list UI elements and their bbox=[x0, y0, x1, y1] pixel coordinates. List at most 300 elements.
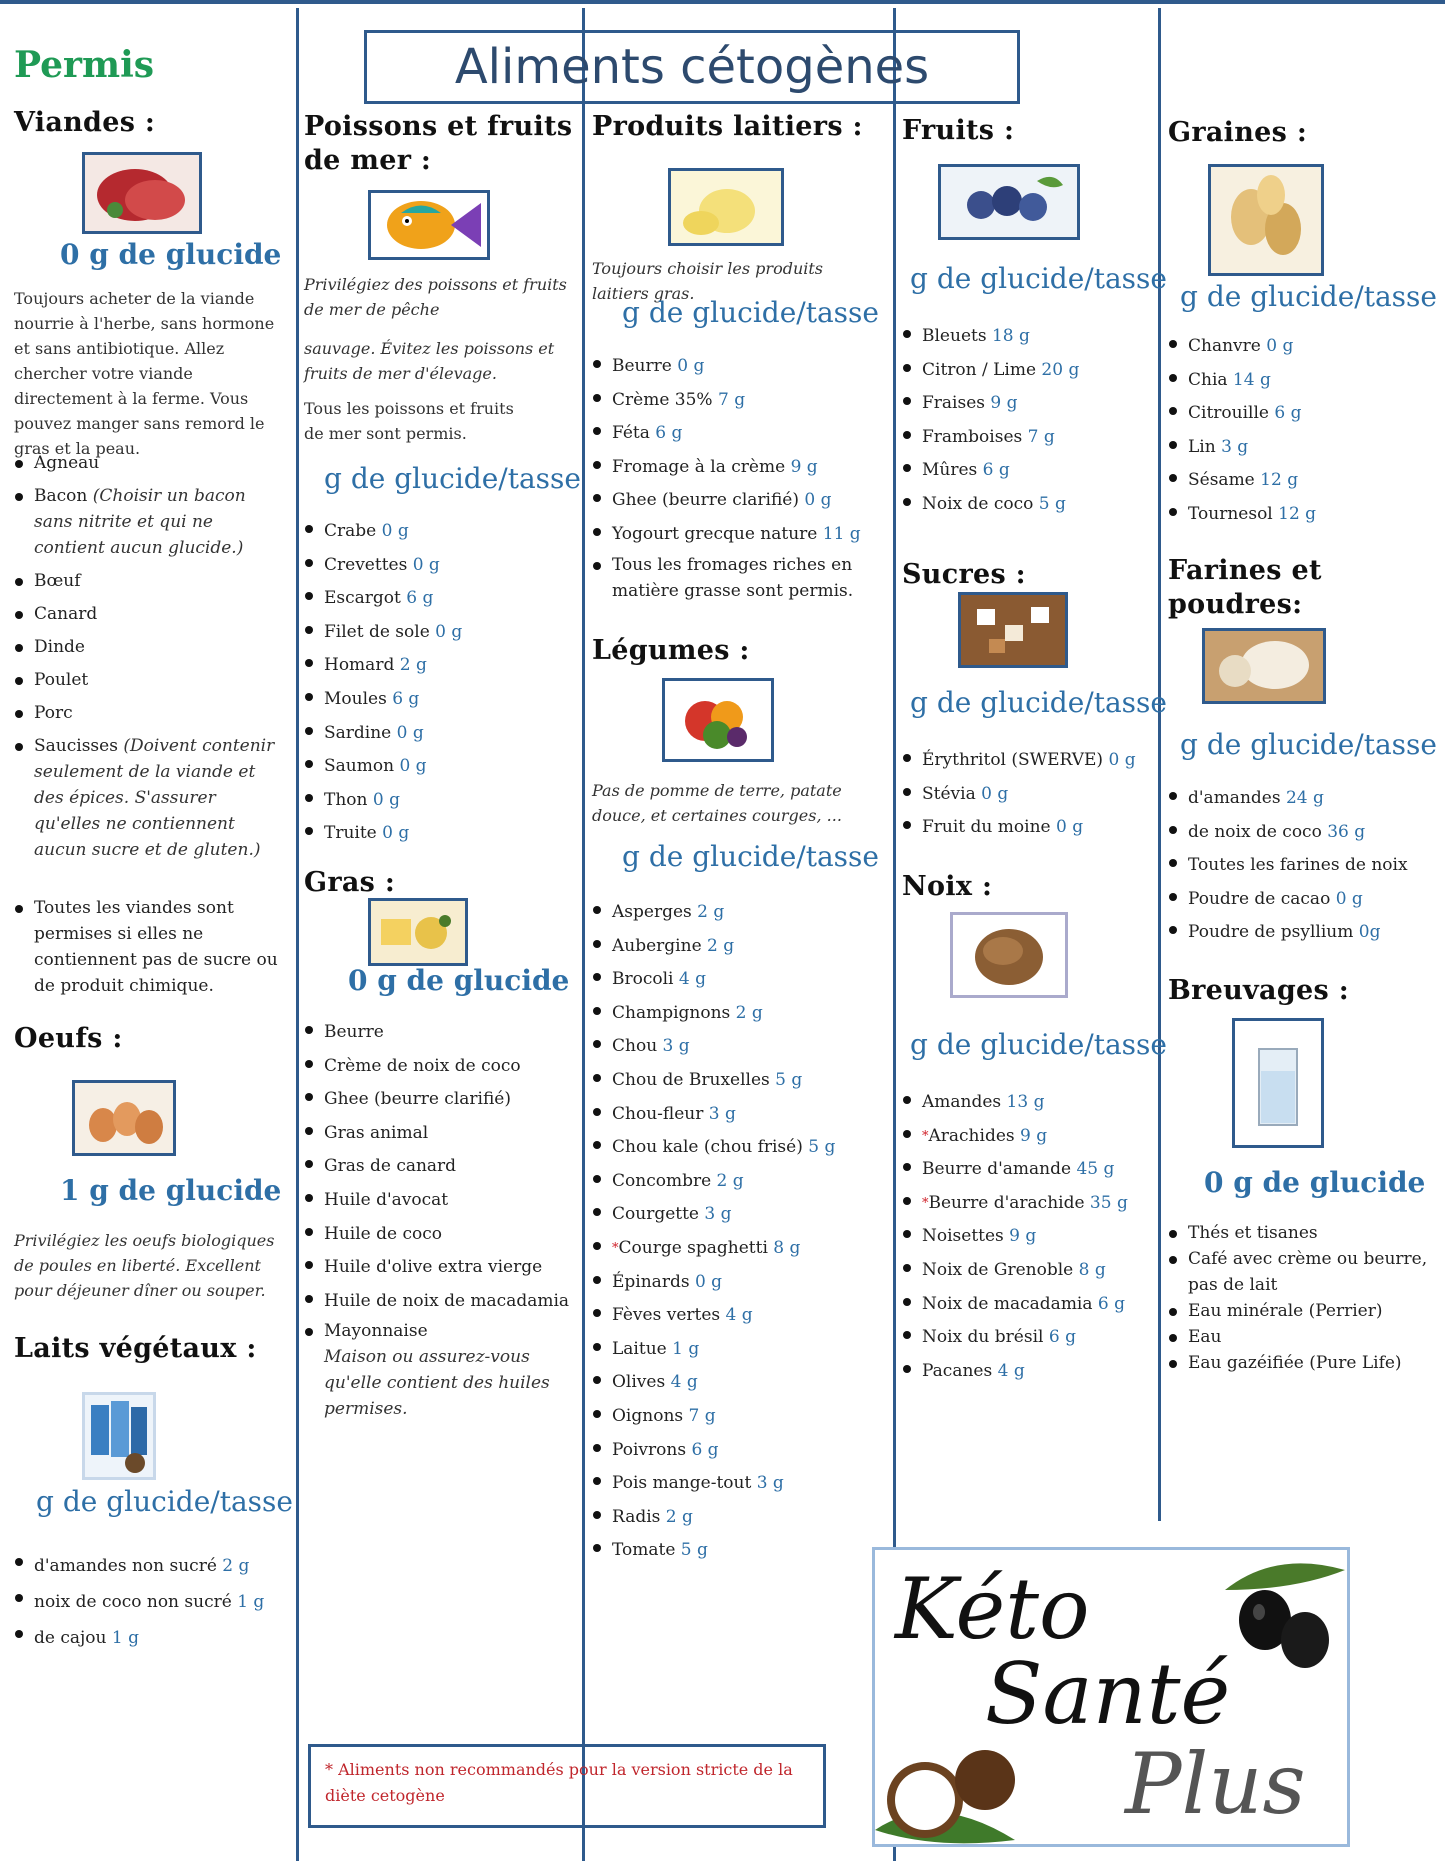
item-name: Saucisses bbox=[34, 736, 118, 756]
fats-image bbox=[368, 898, 468, 966]
vegetables-image bbox=[662, 678, 774, 762]
item-name: Noix du brésil bbox=[922, 1327, 1044, 1348]
list-item bbox=[1168, 1246, 1440, 1298]
list-item bbox=[304, 1251, 576, 1285]
item-carbs: 20 g bbox=[1036, 359, 1080, 380]
item-carbs: 1 g bbox=[231, 1592, 265, 1612]
item-name: d'amandes non sucré bbox=[34, 1556, 217, 1576]
glucide-label: 0 g de glucide bbox=[60, 238, 282, 271]
list-item bbox=[902, 778, 1152, 812]
item-name: Féta bbox=[612, 423, 650, 444]
list-item bbox=[592, 1534, 882, 1568]
list-item bbox=[304, 1184, 576, 1218]
poissons-list bbox=[304, 515, 574, 851]
list-item bbox=[304, 515, 574, 549]
glucide-label: g de glucide/tasse bbox=[36, 1485, 293, 1518]
list-item bbox=[304, 717, 574, 751]
item-name: Fruit du moine bbox=[922, 817, 1051, 838]
item-carbs: 6 g bbox=[686, 1439, 719, 1460]
list-item bbox=[304, 1318, 576, 1422]
item-name: Truite bbox=[324, 823, 377, 844]
list-item bbox=[902, 1187, 1152, 1221]
item-name: Asperges bbox=[612, 902, 692, 922]
item-name: Bleuets bbox=[922, 326, 987, 346]
item-name: Noisettes bbox=[922, 1226, 1004, 1247]
item-carbs: 9 g bbox=[985, 393, 1018, 414]
list-item bbox=[304, 784, 574, 818]
item-name: Crevettes bbox=[324, 554, 408, 575]
item-carbs: 0 g bbox=[367, 789, 400, 810]
item-carbs: 2 g bbox=[701, 935, 735, 956]
plant-milk-image bbox=[82, 1392, 156, 1480]
sugar-image bbox=[958, 592, 1068, 668]
list-item bbox=[304, 817, 574, 851]
item-name: Crème 35% bbox=[612, 389, 713, 410]
item-carbs: 0 g bbox=[407, 554, 440, 575]
list-item bbox=[1168, 1324, 1440, 1350]
list-item bbox=[902, 1321, 1152, 1355]
item-name: Chanvre bbox=[1188, 336, 1261, 356]
list-item bbox=[304, 1285, 576, 1319]
item-carbs: 3 g bbox=[1215, 436, 1249, 457]
list-item bbox=[902, 387, 1152, 421]
item-name: Crème de noix de coco bbox=[324, 1055, 521, 1076]
list-item bbox=[14, 733, 284, 863]
item-name: Agneau bbox=[34, 453, 100, 473]
item-carbs: 8 g bbox=[767, 1237, 801, 1258]
list-item bbox=[1168, 782, 1438, 816]
list-item bbox=[304, 1117, 576, 1151]
list-item bbox=[592, 1434, 882, 1468]
list-item bbox=[1168, 883, 1438, 917]
item-name: Thon bbox=[324, 789, 368, 810]
item-name: Laitue bbox=[612, 1338, 667, 1359]
water-glass-image bbox=[1232, 1018, 1324, 1148]
item-carbs: 5 g bbox=[675, 1540, 708, 1561]
section-title-oeufs: Oeufs : bbox=[14, 1023, 123, 1054]
list-item bbox=[304, 750, 574, 784]
section-title-breuvages: Breuvages : bbox=[1168, 975, 1349, 1006]
item-carbs: 4 g bbox=[992, 1360, 1025, 1381]
item-carbs: 8 g bbox=[1073, 1259, 1106, 1280]
item-name: Fraises bbox=[922, 393, 986, 414]
list-item bbox=[14, 1548, 284, 1584]
glucide-label: g de glucide/tasse bbox=[622, 840, 879, 873]
item-carbs: 2 g bbox=[691, 902, 725, 922]
item-carbs: 13 g bbox=[1001, 1092, 1045, 1112]
list-item bbox=[304, 1050, 576, 1084]
list-item bbox=[902, 354, 1152, 388]
item-name: Noix de macadamia bbox=[922, 1293, 1093, 1314]
item-carbs: 0 g bbox=[394, 756, 427, 777]
item-name: Courgette bbox=[612, 1204, 699, 1225]
item-name: Eau bbox=[1188, 1327, 1222, 1347]
item-name: Bœuf bbox=[34, 571, 81, 591]
item-carbs: 6 g bbox=[1268, 403, 1302, 424]
list-item bbox=[14, 601, 284, 627]
seeds-image bbox=[1208, 164, 1324, 276]
logo-line-3: Plus bbox=[1125, 1735, 1306, 1833]
item-name: Champignons bbox=[612, 1002, 731, 1023]
item-note: Maison ou assurez-vous qu'elle contient des huiles permises. bbox=[324, 1347, 550, 1420]
list-item bbox=[592, 1501, 882, 1535]
glucide-label: g de glucide/tasse bbox=[910, 262, 1167, 295]
list-item bbox=[592, 1165, 882, 1199]
list-item bbox=[902, 1220, 1152, 1254]
item-carbs: 18 g bbox=[986, 326, 1030, 346]
item-carbs: 5 g bbox=[802, 1137, 836, 1158]
list-item bbox=[592, 1064, 882, 1098]
list-item bbox=[592, 1467, 882, 1501]
glucide-label: g de glucide/tasse bbox=[910, 1028, 1167, 1061]
item-name: Café avec crème ou beurre, pas de lait bbox=[1188, 1249, 1428, 1295]
item-name: Chou kale (chou frisé) bbox=[612, 1137, 803, 1158]
glucide-label: 0 g de glucide bbox=[348, 964, 570, 997]
list-item bbox=[592, 1333, 882, 1367]
list-item bbox=[304, 549, 574, 583]
item-carbs: 1 g bbox=[666, 1338, 700, 1359]
column-divider bbox=[1158, 8, 1161, 1521]
section-title-farines: Farines et poudres: bbox=[1168, 555, 1322, 620]
list-item bbox=[902, 1355, 1152, 1389]
item-carbs: 0 g bbox=[429, 621, 463, 642]
list-item bbox=[592, 350, 882, 384]
list-item bbox=[1168, 916, 1438, 950]
item-name: Saumon bbox=[324, 756, 395, 777]
item-carbs: 11 g bbox=[817, 523, 861, 544]
list-item: Toutes les viandes sont permises si elles ne contiennent pas de sucre ou de produit chimique. bbox=[14, 895, 286, 999]
poissons-note: sauvage. Évitez les poissons et fruits de mer d'élevage. bbox=[304, 339, 555, 383]
item-name: Brocoli bbox=[612, 969, 674, 990]
item-name: Huile de coco bbox=[324, 1223, 442, 1244]
section-title-laitiers: Produits laitiers : bbox=[592, 111, 863, 142]
viandes-note: Toujours acheter de la viande nourrie à l'herbe, sans hormone et sans antibiotique. Allez chercher votre viande directement à la ferme. Vous pouvez manger sans remord le gras et la peau. bbox=[14, 289, 275, 458]
item-carbs: 3 g bbox=[657, 1036, 690, 1057]
legend-star: * bbox=[325, 1760, 333, 1779]
glucide-label: g de glucide/tasse bbox=[910, 686, 1167, 719]
item-carbs: 2 g bbox=[394, 655, 427, 676]
farines-list bbox=[1168, 782, 1438, 950]
poissons-note: Tous les poissons et fruits de mer sont permis. bbox=[304, 399, 514, 443]
item-name: Courge spaghetti bbox=[618, 1237, 768, 1258]
meat-image bbox=[82, 152, 202, 234]
item-name: Noix de Grenoble bbox=[922, 1259, 1074, 1280]
list-item bbox=[592, 1030, 882, 1064]
list-item bbox=[902, 744, 1152, 778]
item-name: Beurre d'arachide bbox=[928, 1192, 1085, 1213]
item-carbs: 2 g bbox=[711, 1170, 744, 1191]
list-item bbox=[902, 1120, 1152, 1154]
list-item bbox=[304, 683, 574, 717]
list-item bbox=[1168, 849, 1438, 883]
list-item bbox=[14, 1620, 284, 1656]
list-item bbox=[1168, 397, 1438, 431]
item-carbs: 36 g bbox=[1321, 821, 1366, 842]
list-item bbox=[592, 384, 882, 418]
nut-image bbox=[950, 912, 1068, 998]
list-item bbox=[1168, 1220, 1440, 1246]
list-item bbox=[592, 930, 882, 964]
item-carbs: 0 g bbox=[798, 490, 832, 511]
item-carbs: 0g bbox=[1353, 922, 1381, 943]
laitiers-list bbox=[592, 350, 882, 604]
graines-list bbox=[1168, 330, 1438, 532]
section-title-fruits: Fruits : bbox=[902, 115, 1015, 146]
list-item bbox=[14, 568, 284, 594]
list-item bbox=[14, 667, 284, 693]
item-name: Lin bbox=[1188, 436, 1216, 457]
list-item bbox=[592, 1366, 882, 1400]
item-name: Chou-fleur bbox=[612, 1103, 704, 1124]
non-recommended-star: * bbox=[922, 1195, 929, 1211]
item-name: Érythritol (SWERVE) bbox=[922, 750, 1104, 770]
permis-label: Permis bbox=[14, 44, 155, 86]
item-carbs: 4 g bbox=[720, 1305, 753, 1326]
page-title: Aliments cétogènes bbox=[454, 39, 930, 95]
item-name: Escargot bbox=[324, 588, 401, 609]
gras-list bbox=[304, 1016, 576, 1422]
item-carbs: 0 g bbox=[975, 783, 1009, 804]
list-item bbox=[14, 700, 284, 726]
item-name: Huile de noix de macadamia bbox=[324, 1290, 570, 1311]
item-carbs: 45 g bbox=[1071, 1159, 1115, 1180]
item-name: Poudre de cacao bbox=[1188, 888, 1331, 909]
dairy-image bbox=[668, 168, 784, 246]
item-carbs: 0 g bbox=[689, 1271, 723, 1292]
item-carbs: 0 g bbox=[1050, 817, 1084, 838]
item-carbs: 14 g bbox=[1227, 369, 1271, 390]
list-item bbox=[304, 1083, 576, 1117]
item-carbs: 9 g bbox=[1014, 1125, 1048, 1146]
list-item bbox=[304, 1218, 576, 1252]
list-item bbox=[902, 454, 1152, 488]
list-item bbox=[304, 649, 574, 683]
item-name: Pacanes bbox=[922, 1360, 993, 1381]
item-name: Homard bbox=[324, 655, 395, 676]
item-name: Poivrons bbox=[612, 1439, 687, 1460]
item-name: Ghee (beurre clarifié) bbox=[324, 1089, 511, 1110]
item-name: Toutes les farines de noix bbox=[1188, 855, 1408, 876]
glucide-label: 1 g de glucide bbox=[60, 1174, 282, 1207]
item-name: Pois mange-tout bbox=[612, 1473, 752, 1494]
item-carbs: 2 g bbox=[660, 1506, 693, 1527]
list-item bbox=[14, 450, 284, 476]
glucide-label: g de glucide/tasse bbox=[324, 462, 581, 495]
list-item bbox=[592, 1098, 882, 1132]
glucide-label: g de glucide/tasse bbox=[622, 296, 879, 329]
legumes-note: Pas de pomme de terre, patate douce, et certaines courges, ... bbox=[592, 781, 842, 825]
blueberries-image bbox=[938, 164, 1080, 240]
item-name: Thés et tisanes bbox=[1188, 1223, 1318, 1243]
list-item bbox=[304, 582, 574, 616]
viandes-list bbox=[14, 450, 284, 870]
item-name: Eau minérale (Perrier) bbox=[1188, 1301, 1383, 1321]
item-note: (Choisir un bacon sans nitrite et qui ne contient aucun glucide.) bbox=[34, 486, 246, 558]
item-name: Tomate bbox=[612, 1540, 676, 1561]
item-carbs: 5 g bbox=[1033, 493, 1066, 514]
item-name: Gras animal bbox=[324, 1122, 429, 1143]
item-carbs: 7 g bbox=[1022, 426, 1055, 447]
item-name: Oignons bbox=[612, 1405, 684, 1426]
noix-list bbox=[902, 1086, 1152, 1388]
list-item bbox=[1168, 330, 1438, 364]
item-carbs: 7 g bbox=[683, 1405, 716, 1426]
legend-text: Aliments non recommandés pour la version stricte de la diète cetogène bbox=[325, 1760, 793, 1805]
list-item bbox=[1168, 498, 1438, 532]
eggs-image bbox=[72, 1080, 176, 1156]
list-item bbox=[1168, 464, 1438, 498]
list-item bbox=[902, 1288, 1152, 1322]
item-name: Framboises bbox=[922, 426, 1023, 447]
glucide-label: 0 g de glucide bbox=[1204, 1166, 1426, 1199]
top-border bbox=[0, 0, 1445, 4]
item-name: Bacon bbox=[34, 486, 88, 506]
item-carbs: 12 g bbox=[1272, 503, 1317, 524]
item-name: noix de coco non sucré bbox=[34, 1592, 232, 1612]
item-carbs: 0 g bbox=[391, 722, 424, 743]
list-item bbox=[592, 451, 882, 485]
item-name: Sardine bbox=[324, 722, 392, 743]
item-carbs: 1 g bbox=[106, 1628, 139, 1648]
item-name: Yogourt grecque nature bbox=[612, 523, 818, 544]
list-item bbox=[304, 1016, 576, 1050]
oeufs-note: Privilégiez les oeufs biologiques de poules en liberté. Excellent pour déjeuner dîner ou souper. bbox=[14, 1231, 275, 1300]
item-name: Mûres bbox=[922, 460, 978, 481]
list-item bbox=[592, 1232, 882, 1266]
item-name: Porc bbox=[34, 703, 73, 723]
item-name: Radis bbox=[612, 1506, 661, 1527]
item-carbs: 4 g bbox=[665, 1372, 698, 1393]
fruits-list bbox=[902, 320, 1152, 522]
list-item bbox=[592, 417, 882, 451]
item-name: Fromage à la crème bbox=[612, 456, 786, 477]
item-name: Concombre bbox=[612, 1170, 712, 1191]
item-name: Beurre bbox=[324, 1022, 384, 1042]
list-item bbox=[1168, 1350, 1440, 1376]
section-title-gras: Gras : bbox=[304, 867, 396, 898]
item-name: Olives bbox=[612, 1372, 666, 1393]
item-name: Huile d'avocat bbox=[324, 1189, 449, 1210]
item-name: Chia bbox=[1188, 369, 1228, 390]
list-item bbox=[304, 1150, 576, 1184]
legend-box bbox=[308, 1744, 826, 1828]
item-name: Tournesol bbox=[1188, 503, 1273, 524]
non-recommended-star: * bbox=[922, 1128, 929, 1144]
list-item bbox=[592, 552, 882, 604]
item-carbs: 2 g bbox=[730, 1002, 763, 1023]
item-carbs: 3 g bbox=[703, 1103, 736, 1124]
non-recommended-star: * bbox=[612, 1240, 619, 1256]
list-item bbox=[304, 616, 574, 650]
item-name: de cajou bbox=[34, 1628, 107, 1648]
list-item bbox=[592, 518, 882, 552]
item-name: Filet de sole bbox=[324, 621, 430, 642]
column-divider bbox=[296, 8, 299, 1861]
item-name: Citrouille bbox=[1188, 403, 1269, 424]
list-item bbox=[902, 488, 1152, 522]
item-carbs: 0 g bbox=[1103, 750, 1136, 770]
item-name: Poudre de psyllium bbox=[1188, 922, 1354, 943]
sucres-list bbox=[902, 744, 1152, 845]
list-item bbox=[592, 1198, 882, 1232]
item-carbs: 6 g bbox=[649, 423, 683, 444]
item-name: d'amandes bbox=[1188, 788, 1281, 808]
item-name: Tous les fromages riches en matière grasse sont permis. bbox=[612, 554, 854, 601]
section-title-noix: Noix : bbox=[902, 871, 993, 902]
item-name: Fèves vertes bbox=[612, 1305, 721, 1326]
item-carbs: 7 g bbox=[712, 389, 746, 410]
item-carbs: 6 g bbox=[1092, 1293, 1126, 1314]
section-title-poissons: Poissons et fruits de mer : bbox=[304, 111, 573, 176]
item-name: Stévia bbox=[922, 783, 976, 804]
column-divider bbox=[582, 8, 585, 1861]
section-title-sucres: Sucres : bbox=[902, 559, 1026, 590]
item-carbs: 0 g bbox=[376, 521, 409, 541]
list-item bbox=[902, 1254, 1152, 1288]
item-name: Épinards bbox=[612, 1271, 690, 1292]
item-name: Sésame bbox=[1188, 470, 1255, 491]
list-item bbox=[592, 963, 882, 997]
laitiers-note: Toujours choisir les produits laitiers gras. bbox=[592, 259, 823, 303]
list-item bbox=[592, 1131, 882, 1165]
list-item bbox=[1168, 1298, 1440, 1324]
list-item bbox=[14, 634, 284, 660]
list-item bbox=[592, 1299, 882, 1333]
poissons-note: Privilégiez des poissons et fruits de mer de pêche bbox=[304, 275, 567, 319]
item-carbs: 3 g bbox=[698, 1204, 732, 1225]
item-carbs: 0 g bbox=[1260, 336, 1294, 356]
item-name: Dinde bbox=[34, 637, 85, 657]
item-name: Ghee (beurre clarifié) bbox=[612, 490, 799, 511]
list-item bbox=[592, 1266, 882, 1300]
item-name: Gras de canard bbox=[324, 1156, 457, 1177]
item-name: Moules bbox=[324, 688, 387, 709]
list-item bbox=[1168, 431, 1438, 465]
item-carbs: 5 g bbox=[769, 1069, 803, 1090]
list-item bbox=[1168, 364, 1438, 398]
item-name: Arachides bbox=[928, 1125, 1015, 1146]
logo-line-2: Santé bbox=[985, 1645, 1231, 1743]
glucide-label: g de glucide/tasse bbox=[1180, 728, 1437, 761]
list-item bbox=[592, 896, 882, 930]
viandes-extra-list bbox=[14, 895, 286, 999]
item-carbs: 35 g bbox=[1084, 1192, 1128, 1213]
legumes-list bbox=[592, 896, 882, 1568]
breuvages-list bbox=[1168, 1220, 1440, 1376]
item-name: de noix de coco bbox=[1188, 821, 1322, 842]
section-title-legumes: Légumes : bbox=[592, 635, 750, 666]
list-item bbox=[902, 1086, 1152, 1120]
list-item bbox=[592, 484, 882, 518]
item-carbs: 12 g bbox=[1254, 470, 1299, 491]
item-carbs: 9 g bbox=[785, 456, 818, 477]
item-carbs: 6 g bbox=[386, 688, 420, 709]
item-note: (Doivent contenir seulement de la viande et des épices. S'assurer qu'elles ne contiennent aucun sucre et de gluten.) bbox=[34, 736, 275, 860]
section-title-viandes: Viandes : bbox=[14, 107, 156, 138]
list-item bbox=[1168, 816, 1438, 850]
page-title-box bbox=[364, 30, 1020, 104]
list-item bbox=[902, 811, 1152, 845]
item-carbs: 9 g bbox=[1003, 1226, 1037, 1247]
item-name: Eau gazéifiée (Pure Life) bbox=[1188, 1353, 1402, 1373]
section-title-laits: Laits végétaux : bbox=[14, 1333, 257, 1364]
list-item bbox=[902, 320, 1152, 354]
item-carbs: 0 g bbox=[376, 823, 410, 844]
list-item bbox=[902, 1153, 1152, 1187]
list-item bbox=[14, 1584, 284, 1620]
item-carbs: 24 g bbox=[1280, 788, 1324, 808]
item-name: Chou bbox=[612, 1036, 658, 1057]
